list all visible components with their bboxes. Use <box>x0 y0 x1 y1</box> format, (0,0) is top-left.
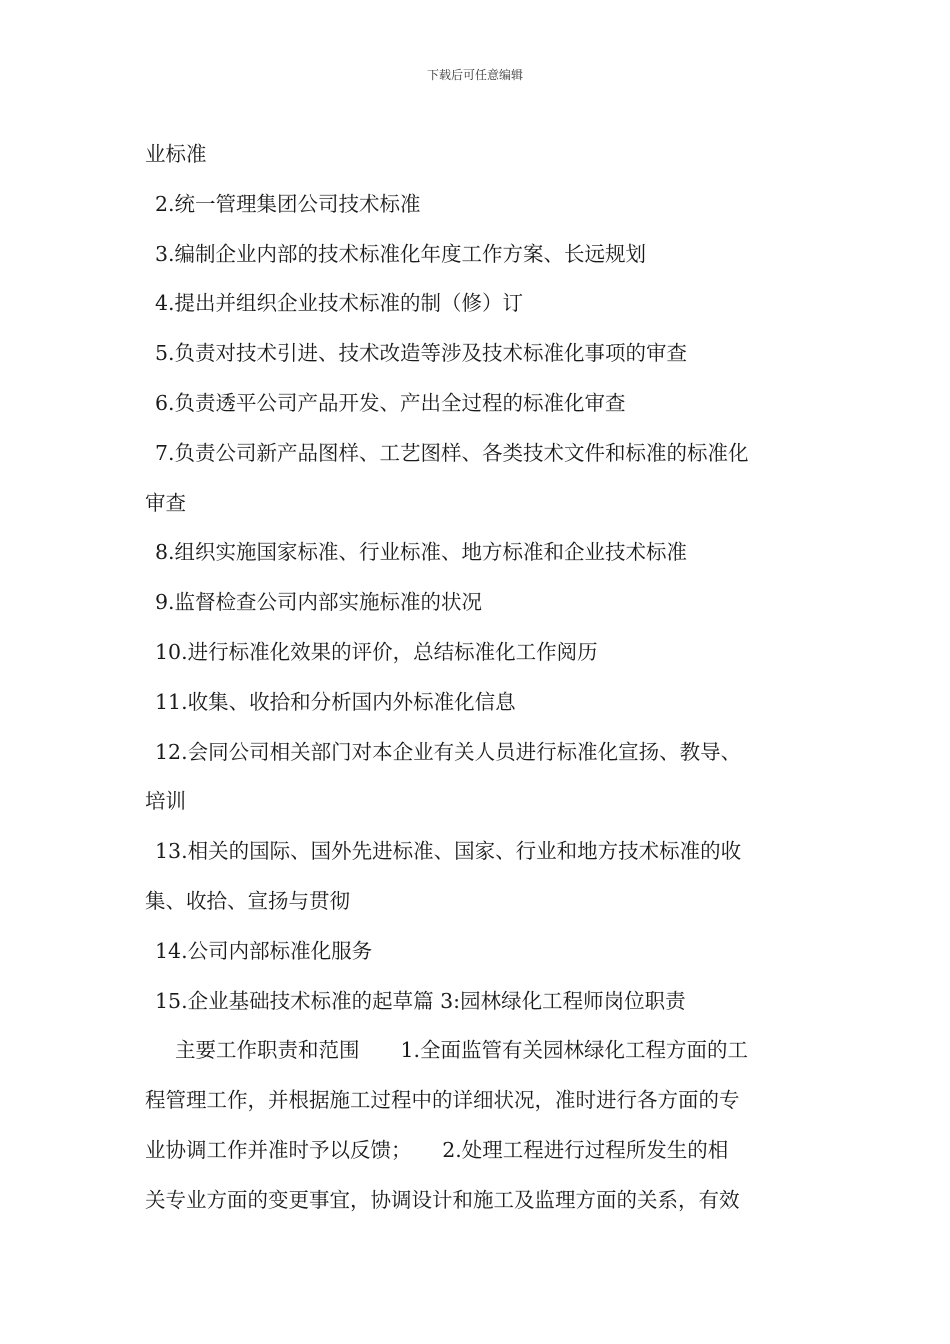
text-line: 关专业方面的变更事宜，协调设计和施工及监理方面的关系，有效 <box>145 1187 740 1212</box>
text-line: 9.监督检查公司内部实施标准的状况 <box>155 590 483 615</box>
text-line: 主要工作职责和范围 1.全面监管有关园林绿化工程方面的工 <box>175 1038 749 1063</box>
page-header: 下载后可任意编辑 <box>426 68 523 82</box>
text-line: 6.负责透平公司产品开发、产出全过程的标准化审查 <box>155 390 626 415</box>
text-line: 14.公司内部标准化服务 <box>155 938 373 963</box>
text-line: 8.组织实施国家标准、行业标准、地方标准和企业技术标准 <box>155 540 688 565</box>
text-line: 业协调工作并准时予以反馈； 2.处理工程进行过程所发生的相 <box>145 1137 729 1162</box>
text-line: 15.企业基础技术标准的起草篇 3:园林绿化工程师岗位职责 <box>155 988 686 1013</box>
text-line: 12.会同公司相关部门对本企业有关人员进行标准化宣扬、教导、 <box>155 739 742 764</box>
text-line: 5.负责对技术引进、技术改造等涉及技术标准化事项的审查 <box>155 341 688 366</box>
text-line: 13.相关的国际、国外先进标准、国家、行业和地方技术标准的收 <box>155 839 742 864</box>
text-line: 4.提出并组织企业技术标准的制（修）订 <box>155 291 524 316</box>
text-line: 7.负责公司新产品图样、工艺图样、各类技术文件和标准的标准化 <box>155 440 749 465</box>
text-line: 3.编制企业内部的技术标准化年度工作方案、长远规划 <box>155 241 647 266</box>
text-line: 10.进行标准化效果的评价，总结标准化工作阅历 <box>155 639 598 664</box>
text-line: 2.统一管理集团公司技术标准 <box>155 191 421 216</box>
text-line: 集、收拾、宣扬与贯彻 <box>145 888 350 913</box>
text-line: 程管理工作，并根据施工过程中的详细状况，准时进行各方面的专 <box>145 1088 740 1113</box>
text-line: 审查 <box>145 490 186 515</box>
text-line: 培训 <box>145 789 186 814</box>
text-line: 业标准 <box>145 142 207 166</box>
document-body <box>145 130 809 1226</box>
text-line: 11.收集、收拾和分析国内外标准化信息 <box>155 689 516 714</box>
